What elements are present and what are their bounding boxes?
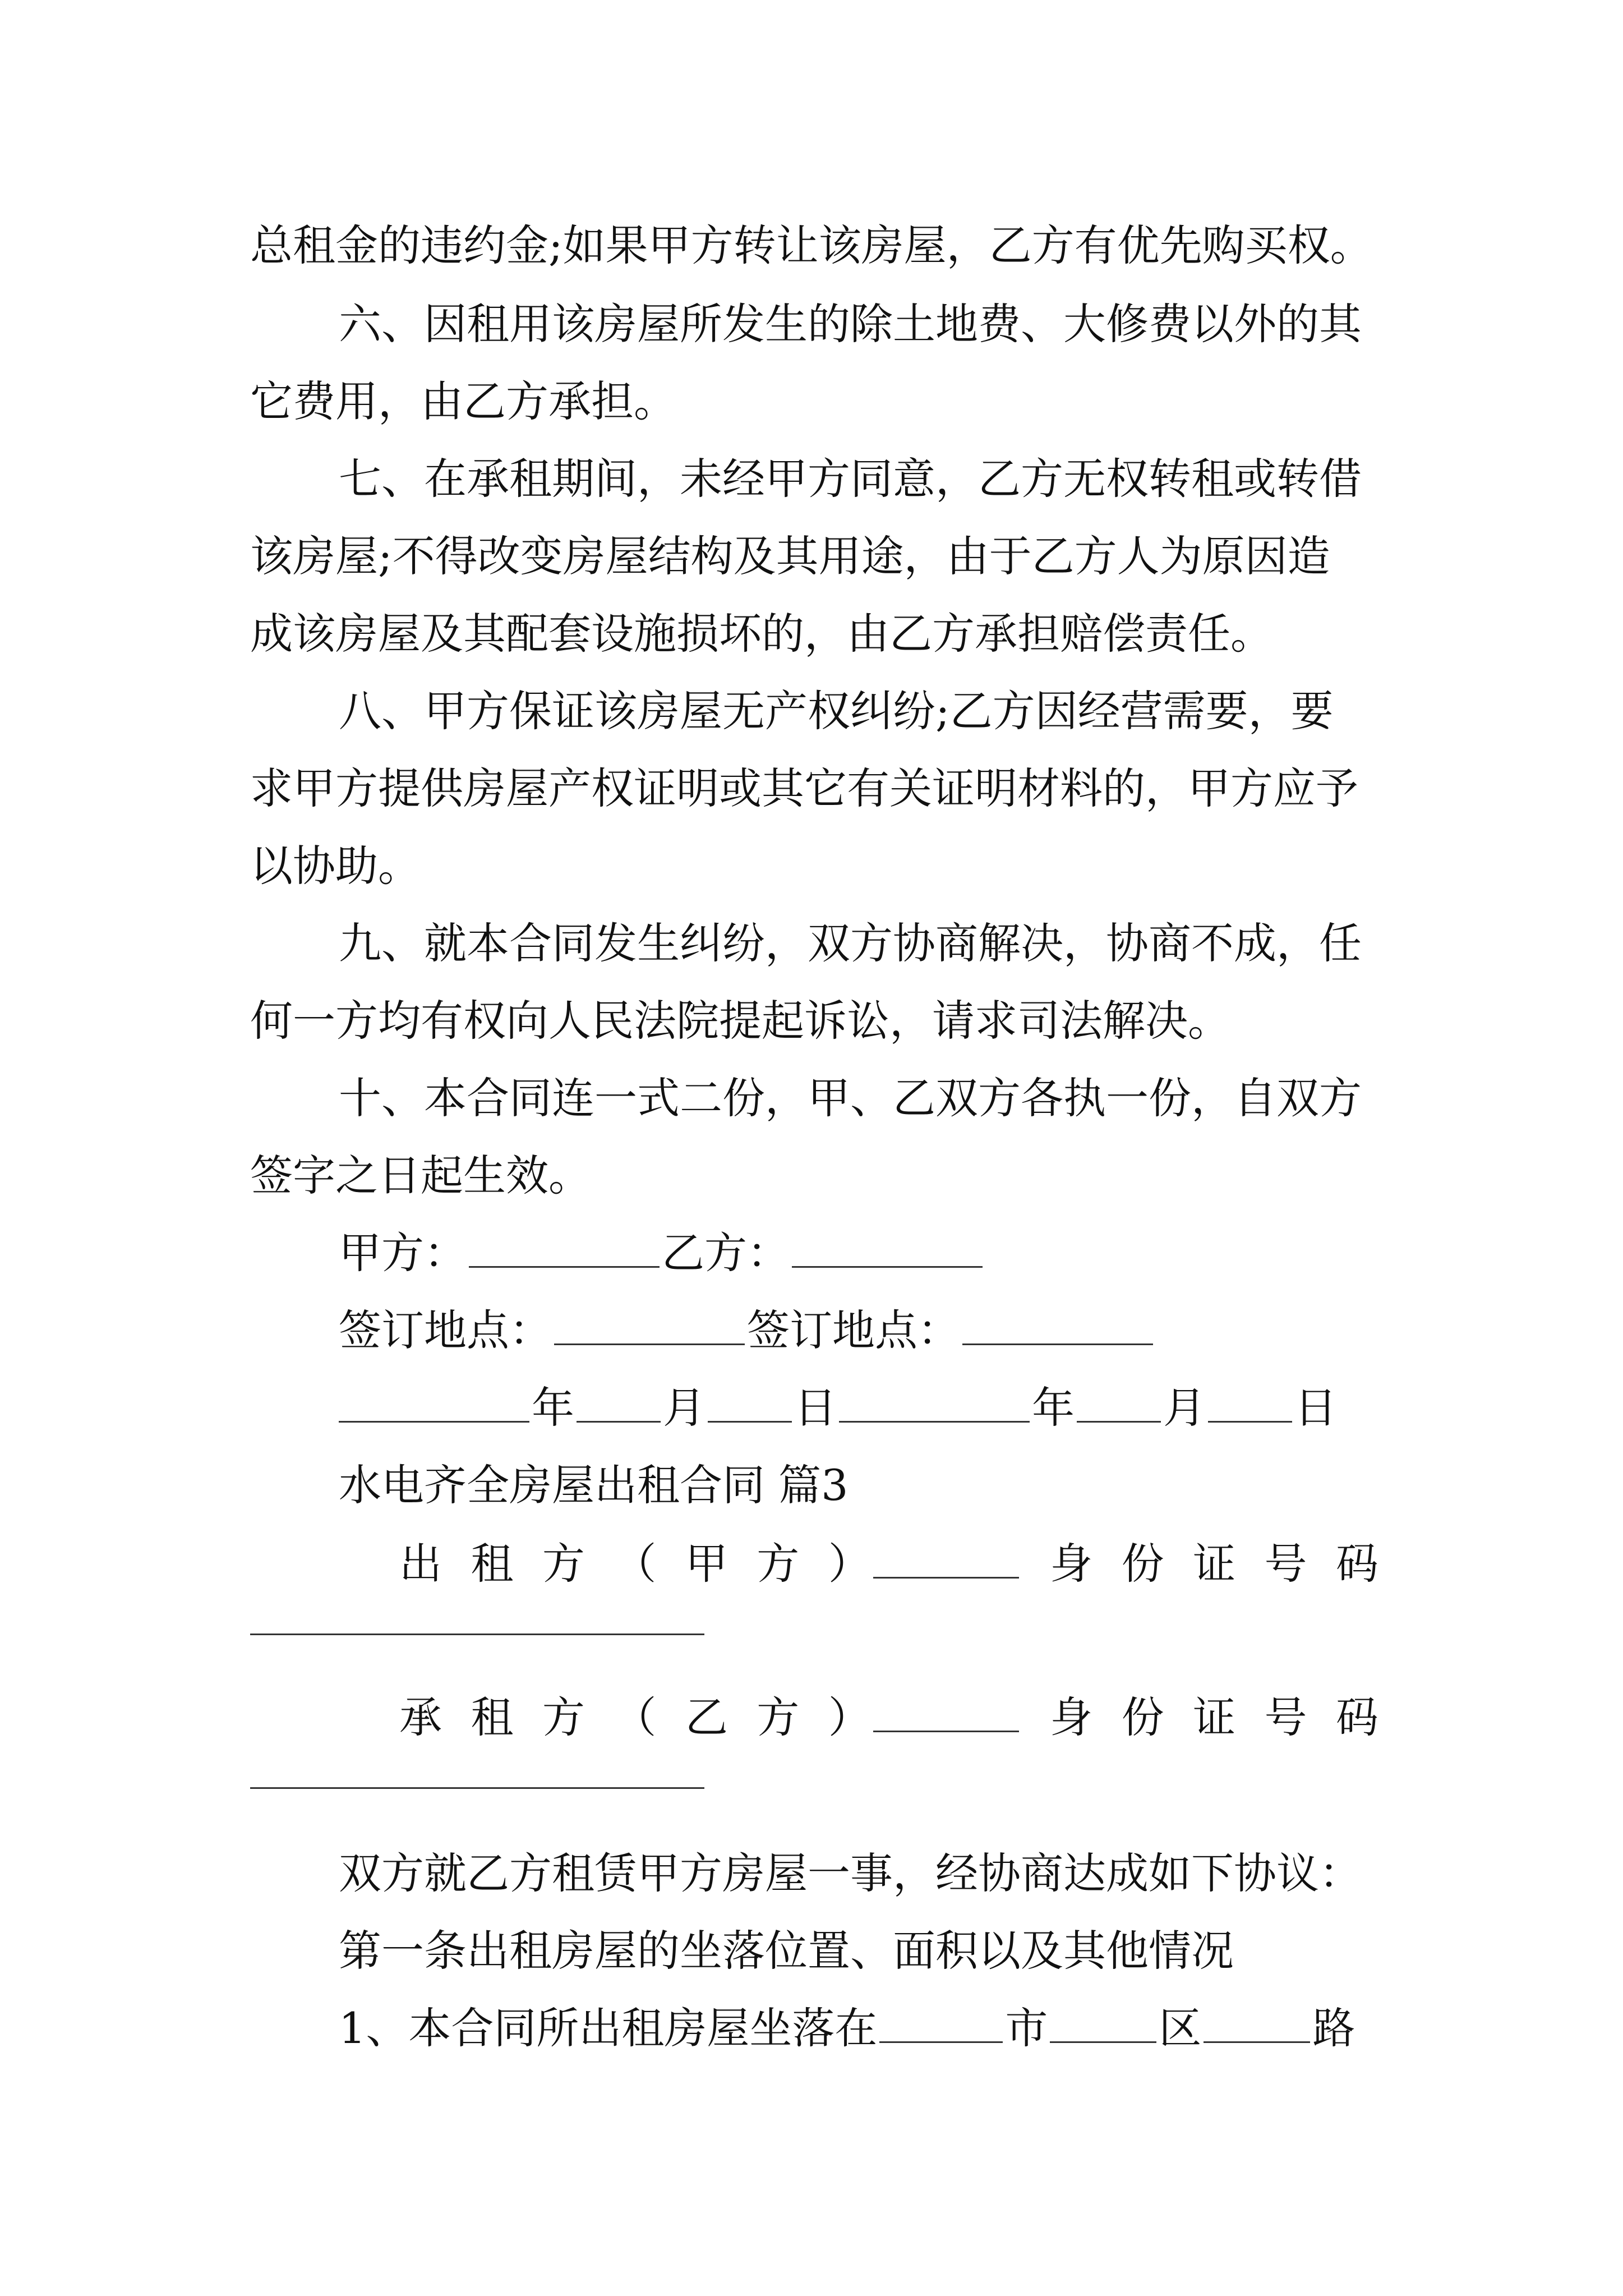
district-blank[interactable] — [1050, 2003, 1156, 2043]
lessor-char-paren: ） — [828, 1537, 1021, 1591]
text-line: 总租金的违约金;如果甲方转让该房屋，乙方有优先购买权。 — [250, 220, 1373, 270]
party-b-blank[interactable] — [792, 1228, 983, 1268]
clause-10-line-1: 十、本合同连一式二份，甲、乙双方各执一份，自双方 — [339, 1073, 1362, 1123]
lessor-line — [399, 1537, 1378, 1591]
lessee-line — [399, 1691, 1378, 1745]
lessee-id-char: 码 — [1335, 1692, 1378, 1742]
day-a-blank[interactable] — [708, 1383, 792, 1423]
road-blank[interactable] — [1204, 2003, 1310, 2043]
party-a-label: 甲方： — [339, 1228, 467, 1278]
lessor-id-char: 证 — [1193, 1539, 1236, 1589]
lessee-char: 方 — [757, 1692, 800, 1742]
lessee-char: （ — [614, 1692, 657, 1742]
clause-7-line-3: 成该房屋及其配套设施损坏的，由乙方承担赔偿责任。 — [250, 609, 1273, 659]
lessee-id-char: 身 — [1050, 1692, 1093, 1742]
lessor-char: 方 — [757, 1539, 800, 1589]
article-1-item-1 — [339, 2001, 1389, 2055]
clause-8-line-1: 八、甲方保证该房屋无产权纠纷;乙方因经营需要，要 — [339, 686, 1334, 736]
year-a-blank[interactable] — [339, 1383, 529, 1423]
lessor-char: 方 — [542, 1539, 585, 1589]
section-title: 水电齐全房屋出租合同 篇3 — [339, 1460, 849, 1510]
item-1-prefix: 1、本合同所出租房屋坐落在 — [339, 2003, 878, 2053]
year-label: 年 — [1032, 1383, 1075, 1433]
lessee-char-paren: ） — [828, 1691, 1021, 1745]
clause-9-line-2: 何一方均有权向人民法院提起诉讼，请求司法解决。 — [250, 996, 1230, 1046]
lessee-name-blank[interactable] — [873, 1692, 1019, 1732]
place-a-label: 签订地点： — [339, 1305, 552, 1355]
article-1-title: 第一条出租房屋的坐落位置、面积以及其他情况 — [339, 1926, 1234, 1976]
place-b-label: 签订地点： — [747, 1305, 960, 1355]
lessee-char: 租 — [471, 1692, 514, 1742]
lessor-name-blank[interactable] — [873, 1539, 1019, 1579]
signature-places — [339, 1304, 1389, 1358]
lessor-char: （ — [614, 1539, 657, 1589]
lessor-id-char: 码 — [1335, 1539, 1378, 1589]
clause-8-line-3: 以协助。 — [250, 841, 421, 891]
lessor-char: 出 — [399, 1539, 442, 1589]
day-label: 日 — [1294, 1383, 1337, 1433]
place-b-blank[interactable] — [962, 1305, 1153, 1345]
month-a-blank[interactable] — [577, 1383, 661, 1423]
lessor-id-blank[interactable] — [250, 1634, 704, 1635]
day-b-blank[interactable] — [1208, 1383, 1292, 1423]
lessor-char: 甲 — [685, 1539, 728, 1589]
lessee-char: 乙 — [685, 1692, 728, 1742]
year-label: 年 — [532, 1383, 574, 1433]
clause-7-line-2: 该房屋;不得改变房屋结构及其用途，由于乙方人为原因造 — [250, 531, 1330, 581]
month-label: 月 — [663, 1383, 706, 1433]
lessee-char: 承 — [399, 1692, 442, 1742]
city-label: 市 — [1005, 2003, 1048, 2053]
party-b-label: 乙方： — [662, 1228, 790, 1278]
road-label: 路 — [1312, 2003, 1355, 2053]
clause-10-line-2: 签字之日起生效。 — [250, 1151, 591, 1200]
lessor-char: 租 — [471, 1539, 514, 1589]
lessee-id-blank[interactable] — [250, 1787, 704, 1789]
day-label: 日 — [794, 1383, 837, 1433]
clause-8-line-2: 求甲方提供房屋产权证明或其它有关证明材料的，甲方应予 — [250, 763, 1358, 813]
clause-9-line-1: 九、就本合同发生纠纷，双方协商解决，协商不成，任 — [339, 918, 1362, 968]
year-b-blank[interactable] — [839, 1383, 1030, 1423]
city-blank[interactable] — [879, 2003, 1003, 2043]
signature-parties — [339, 1226, 1389, 1280]
lessor-id-char: 身 — [1050, 1539, 1093, 1589]
month-b-blank[interactable] — [1077, 1383, 1161, 1423]
lessee-id-char: 证 — [1193, 1692, 1236, 1742]
lessor-id-char: 号 — [1264, 1539, 1307, 1589]
place-a-blank[interactable] — [554, 1305, 745, 1345]
lessor-id-char: 份 — [1121, 1539, 1164, 1589]
clause-6-line-1: 六、因租用该房屋所发生的除土地费、大修费以外的其 — [339, 299, 1362, 349]
agreement-line: 双方就乙方租赁甲方房屋一事，经协商达成如下协议： — [339, 1848, 1362, 1898]
month-label: 月 — [1163, 1383, 1206, 1433]
lessee-id-char: 份 — [1121, 1692, 1164, 1742]
party-a-blank[interactable] — [469, 1228, 660, 1268]
lessee-id-char: 号 — [1264, 1692, 1307, 1742]
clause-6-line-2: 它费用，由乙方承担。 — [250, 376, 676, 426]
signature-dates — [339, 1381, 1389, 1435]
district-label: 区 — [1159, 2003, 1202, 2053]
clause-7-line-1: 七、在承租期间，未经甲方同意，乙方无权转租或转借 — [339, 454, 1362, 504]
lessee-char: 方 — [542, 1692, 585, 1742]
